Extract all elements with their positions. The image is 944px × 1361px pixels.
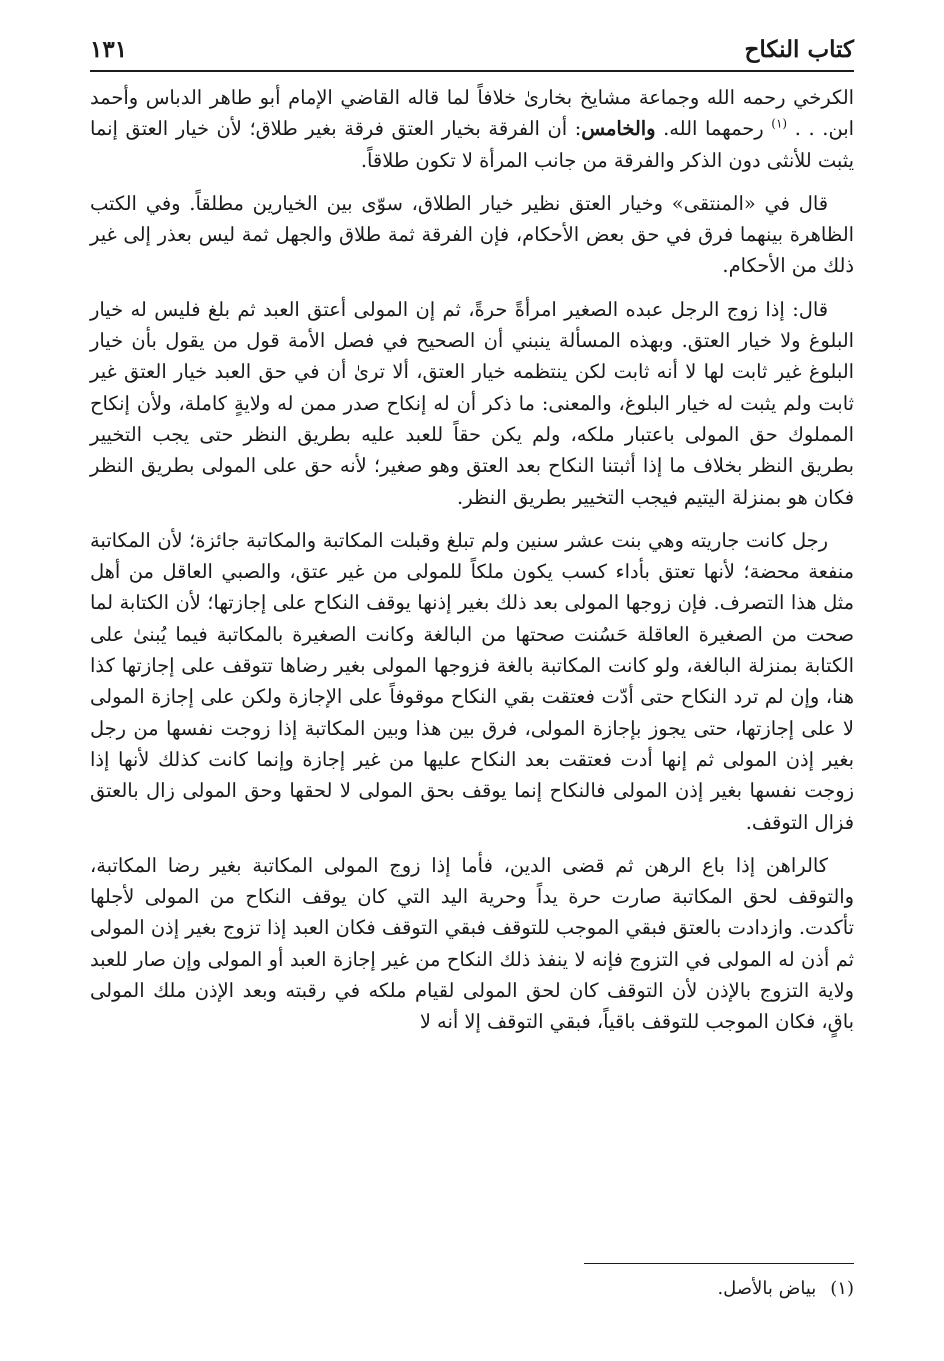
bold-term: والخامس (581, 117, 656, 141)
paragraph-2: قال في «المنتقى» وخيار العتق نظير خيار الطلاق، سوّى بين الخيارين مطلقاً. وفي الكتب الظاهرة بينهما فرق في حق بعض الأحكام، فإن الفرقة ثمة طلاق والجهل ثمة ليس بعذر إلى غير ذلك من الأحكام. (90, 191, 854, 278)
footnote-text: بياض بالأصل. (717, 1278, 817, 1299)
footnote-number: (١) (830, 1278, 854, 1299)
chapter-title: كتاب النكاح (744, 35, 854, 63)
footnote-marker[interactable]: (١) (771, 116, 788, 131)
main-text (90, 82, 854, 1050)
page-number: ١٣١ (90, 35, 128, 63)
paragraph-3: قال: إذا زوج الرجل عبده الصغير امرأةً حرةً، ثم إن المولى أعتق العبد ثم بلغ فليس له خيار البلوغ ولا خيار العتق. وبهذه المسألة ينبني أن الصحيح في فصل الأمة قول من يقول بأن خيار البلوغ غير ثابت لها لا أنه ثابت لكن ينتظمه خيار العتق، ألا ترىٰ أن في حق العبد خيار العتق غير ثابت ولم يثبت له خيار البلوغ، والمعنى: ما ذكر أن له إنكاح صدر ممن له ولايةٍ كاملة، ولأن إنكاح المملوك حق المولى باعتبار ملكه، ولم يكن حقاً للعبد عليه بطريق النظر حتى يجب التخيير بطريق النظر بخلاف ما إذا أثبتنا النكاح بعد العتق وهو صغير؛ لأنه حق على المولى بطريق النظر فكان هو بمنزلة اليتيم فيجب التخيير بطريق النظر. (90, 297, 854, 509)
footnote (90, 1275, 854, 1303)
header-divider (90, 70, 854, 72)
paragraph-1: الكرخي رحمه الله وجماعة مشايخ بخارىٰ خلافاً لما قاله القاضي الإمام أبو طاهر الدباس وأحمد ابن. . . $^{(١)}$ رحمهما الله. والخامس: أن الفرقة بخيار العتق فرقة بغير طلاق؛ لأن خيار العتق إنما يثبت للأنثى دون الذكر والفرقة من جانب المرأة لا تكون طلاقاً. (90, 86, 854, 172)
paragraph-5: كالراهن إذا باع الرهن ثم قضى الدين، فأما إذا زوج المولى المكاتبة بغير رضا المكاتبة، والتوقف لحق المكاتبة صارت حرة يداً وحرية اليد التي كان يوقف النكاح من المولى لأجلها تأكدت. وازدادت بالعتق فبقي الموجب للتوقف فبقي التوقف فكان العبد إذا تزوج بغير إذن المولى ثم أذن له المولى في التزوج فإنه لا ينفذ ذلك النكاح من غير إجازة العبد أو المولى وإن صار للعبد ولاية التزوج بالإذن لأن التوقف كان لحق المولى لقيام ملكه في رقبته وبعد الإذن ملك المولى باقٍ، فكان الموجب للتوقف باقياً، فبقي التوقف إلا أنه لا (90, 853, 854, 1034)
footnote-divider (584, 1263, 854, 1264)
paragraph-4: رجل كانت جاريته وهي بنت عشر سنين ولم تبلغ وقبلت المكاتبة والمكاتبة جائزة؛ لأن المكاتبة منفعة محضة؛ لأنها تعتق بأداء كسب يكون ملكاً للمولى من غير عتق، والصبي العاقل من أهل مثل هذا التصرف. فإن زوجها المولى بعد ذلك بغير إذنها يوقف النكاح على إجازتها؛ لأن الكتابة لما صحت من الصغيرة العاقلة حَسُنت صحتها من البالغة وكانت الصغيرة بالمكاتبة فيما يُبنىٰ على الكتابة بمنزلة البالغة، ولو كانت المكاتبة بالغة فزوجها المولى بغير رضاها تتوقف على إجازتها كذا هنا، وإن لم ترد النكاح حتى أدّت فعتقت بقي النكاح موقوفاً على الإجازة ولكن على إجازة المولى لا على إجازتها، حتى يجوز بإجازة المولى، فرق بين هذا وبين المكاتبة إذا زوجت نفسها من رجل بغير إذن المولى ثم إنها أدت فعتقت بعد النكاح عليها من غير إجازة وإنما كانت كذلك لأنها إذا زوجت نفسها بغير إذن المولى فالنكاح إنما يوقف بحق المولى لا لحقها وحق المولى زال بالعتق فزال التوقف. (90, 528, 854, 834)
running-header (90, 32, 854, 66)
